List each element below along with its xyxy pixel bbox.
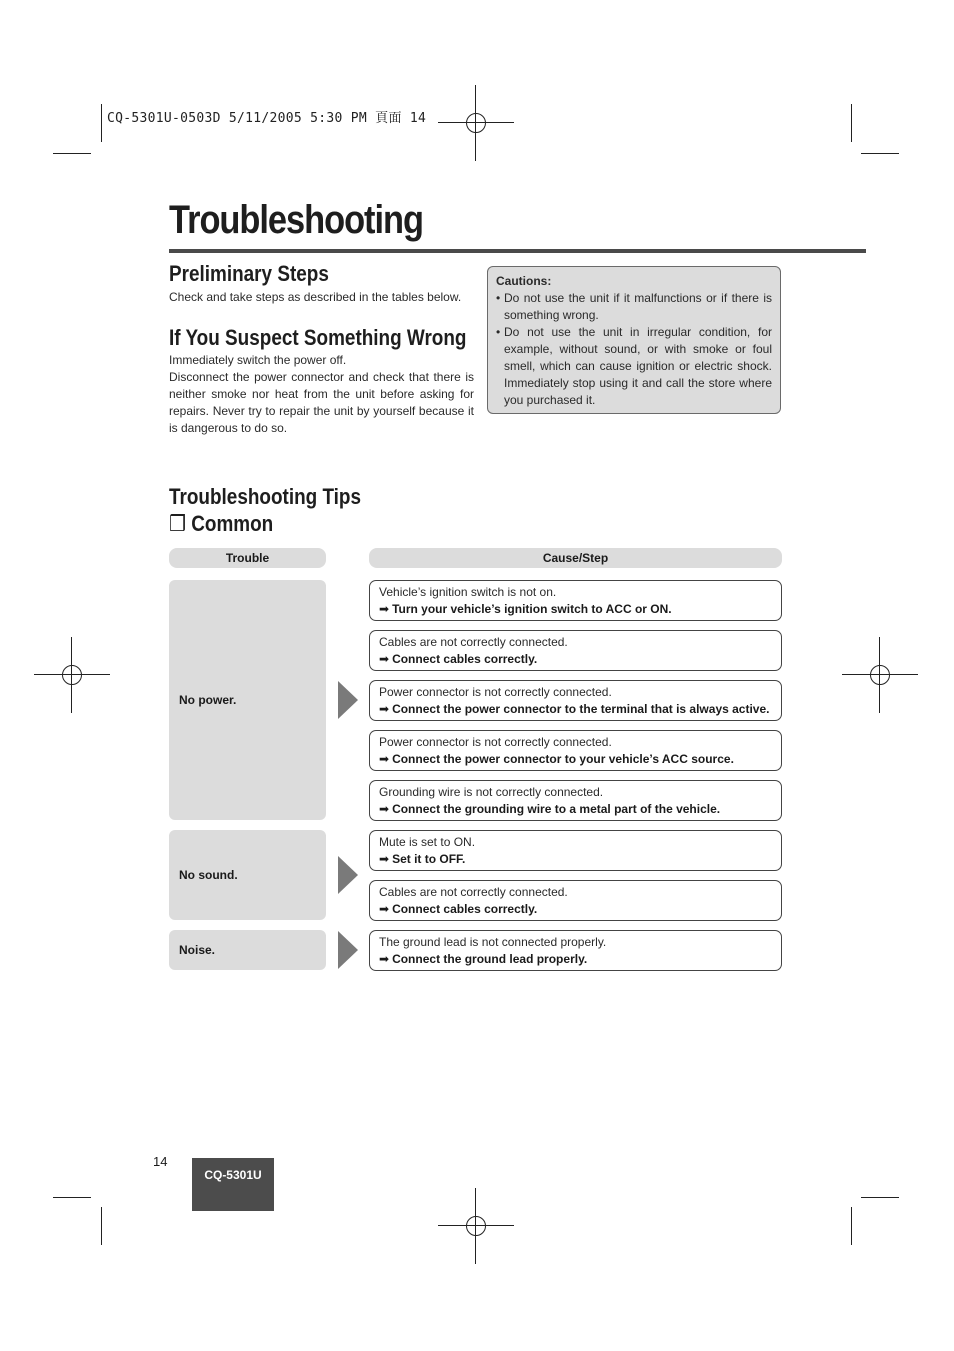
page-number: 14 xyxy=(153,1154,168,1169)
arrow-right-icon: ➡ xyxy=(379,952,390,966)
preliminary-text: Check and take steps as described in the tables below. xyxy=(169,290,462,304)
step-line xyxy=(379,651,772,668)
step-line xyxy=(379,801,772,818)
cause-row xyxy=(369,680,782,721)
registration-mark-bottom xyxy=(438,1188,514,1264)
caution-item-text: Do not use the unit if it malfunctions or if there is something wrong. xyxy=(504,291,772,322)
caution-item xyxy=(496,324,772,409)
step-line xyxy=(379,601,772,618)
title-rule xyxy=(169,249,866,253)
cause-text: Cables are not correctly connected. xyxy=(379,635,568,649)
cause-row xyxy=(369,930,782,971)
cause-text: Power connector is not correctly connected. xyxy=(379,685,612,699)
arrow-right-icon: ➡ xyxy=(379,602,390,616)
step-line xyxy=(379,851,772,868)
group-arrow-icon xyxy=(338,856,358,894)
cause-text: Cables are not correctly connected. xyxy=(379,885,568,899)
arrow-right-icon: ➡ xyxy=(379,702,390,716)
step-text: Connect the grounding wire to a metal part of the vehicle. xyxy=(392,802,721,816)
cause-row xyxy=(369,730,782,771)
arrow-right-icon: ➡ xyxy=(379,852,390,866)
registration-mark-right xyxy=(842,637,918,713)
caution-item-text: Do not use the unit in irregular condition, for example, without sound, or with smoke or foul smell, which can cause ignition or electric shock. Immediately stop using it and call the store where you purchased it. xyxy=(504,325,772,407)
cause-row xyxy=(369,580,782,621)
cause-row xyxy=(369,830,782,871)
trouble-label: No sound. xyxy=(179,868,238,882)
cause-column-header: Cause/Step xyxy=(369,548,782,568)
step-text: Connect the ground lead properly. xyxy=(392,952,588,966)
cause-row xyxy=(369,630,782,671)
bullet-icon: • xyxy=(496,291,501,305)
trouble-cell-no-power xyxy=(169,580,326,820)
trouble-cell-noise xyxy=(169,930,326,970)
suspect-line1: Immediately switch the power off. xyxy=(169,353,347,367)
step-line xyxy=(379,701,772,718)
preliminary-heading: Preliminary Steps xyxy=(169,261,329,286)
cause-text: Vehicle’s ignition switch is not on. xyxy=(379,585,557,599)
step-text: Set it to OFF. xyxy=(392,852,466,866)
model-tab: CQ-5301U xyxy=(192,1158,274,1211)
group-arrow-icon xyxy=(338,931,358,969)
cause-row xyxy=(369,880,782,921)
common-heading: ❒ Common xyxy=(169,511,274,536)
trouble-label: No power. xyxy=(179,693,237,707)
suspect-text: Disconnect the power connector and check that there is neither smoke nor heat from the unit before asking for repairs. Never try to repair the unit by yourself because it is dangerous to do so. xyxy=(169,370,474,435)
suspect-heading: If You Suspect Something Wrong xyxy=(169,325,467,350)
cautions-title: Cautions: xyxy=(496,274,552,288)
cause-text: Power connector is not correctly connected. xyxy=(379,735,612,749)
trouble-column-header: Trouble xyxy=(169,548,326,568)
step-line xyxy=(379,901,772,918)
tips-heading: Troubleshooting Tips xyxy=(169,484,362,509)
trouble-label: Noise. xyxy=(179,943,216,957)
cautions-box xyxy=(487,266,781,414)
step-text: Connect the power connector to your vehicle’s ACC source. xyxy=(392,752,734,766)
step-text: Connect cables correctly. xyxy=(392,902,538,916)
step-text: Connect cables correctly. xyxy=(392,652,538,666)
registration-mark-left xyxy=(34,637,110,713)
trouble-cell-no-sound xyxy=(169,830,326,920)
cause-text: The ground lead is not connected properly. xyxy=(379,935,607,949)
arrow-right-icon: ➡ xyxy=(379,652,390,666)
cause-row xyxy=(369,780,782,821)
step-line xyxy=(379,951,772,968)
step-text: Connect the power connector to the terminal that is always active. xyxy=(392,702,770,716)
bullet-icon: • xyxy=(496,325,501,339)
cause-text: Grounding wire is not correctly connected. xyxy=(379,785,604,799)
arrow-right-icon: ➡ xyxy=(379,902,390,916)
arrow-right-icon: ➡ xyxy=(379,752,390,766)
caution-item xyxy=(496,290,772,324)
print-slug: CQ-5301U-0503D 5/11/2005 5:30 PM 頁面 14 xyxy=(107,111,427,126)
step-text: Turn your vehicle’s ignition switch to ACC or ON. xyxy=(392,602,672,616)
step-line xyxy=(379,751,772,768)
cause-text: Mute is set to ON. xyxy=(379,835,476,849)
page-title: Troubleshooting xyxy=(169,198,423,242)
arrow-right-icon: ➡ xyxy=(379,802,390,816)
registration-mark-top xyxy=(438,85,514,161)
group-arrow-icon xyxy=(338,681,358,719)
